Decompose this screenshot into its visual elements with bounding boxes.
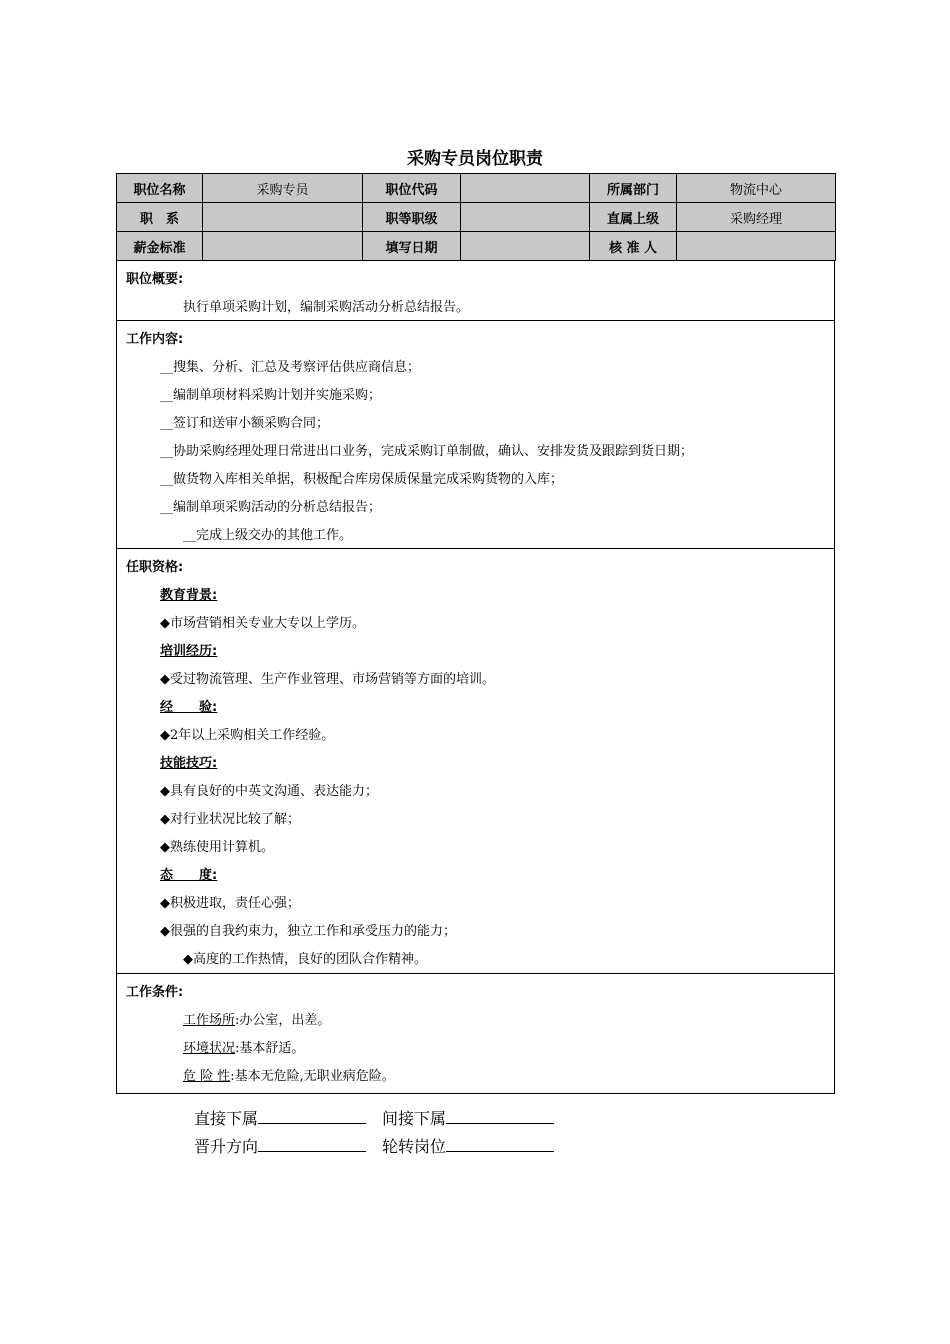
duty-item: __协助采购经理处理日常进出口业务，完成采购订单制做，确认、安排发货及跟踪到货日期； (160, 444, 694, 459)
duty-item: __编制单项采购活动的分析总结报告； (160, 500, 382, 515)
risk-value: :基本无危险,无职业病危险。 (230, 1069, 395, 1084)
value-salary (203, 232, 363, 261)
education-label: 教育背景: (160, 588, 218, 603)
duty-item: __签订和送审小额采购合同； (160, 416, 330, 431)
qualifications-heading: 任职资格: (126, 560, 184, 575)
label-department: 所属部门 (590, 174, 677, 203)
condition-risk (183, 1065, 395, 1084)
attitude-item: ◆很强的自我约束力，独立工作和承受压力的能力； (160, 924, 456, 939)
attitude-item: ◆积极进取，责任心强； (160, 896, 300, 911)
experience-text: ◆2年以上采购相关工作经验。 (160, 728, 335, 743)
value-grade (461, 203, 590, 232)
value-department: 物流中心 (677, 174, 836, 203)
promotion-label: 晋升方向 (194, 1137, 259, 1156)
conditions-heading: 工作条件: (126, 985, 184, 1000)
footer-promotion (194, 1134, 366, 1157)
value-approver (677, 232, 836, 261)
value-position-name: 采购专员 (203, 174, 363, 203)
label-position-name: 职位名称 (117, 174, 203, 203)
training-label: 培训经历: (160, 644, 218, 659)
footer-rotation (382, 1134, 554, 1157)
place-label: 工作场所 (183, 1013, 236, 1028)
skill-item: ◆熟练使用计算机。 (160, 840, 274, 855)
experience-label: 经 验: (160, 700, 218, 715)
footer-indirect-reports (382, 1106, 554, 1129)
label-grade: 职等职级 (363, 203, 461, 232)
summary-heading: 职位概要: (126, 272, 184, 287)
label-supervisor: 直属上级 (590, 203, 677, 232)
label-job-family: 职 系 (117, 203, 203, 232)
duty-item: __做货物入库相关单据，积极配合库房保质保量完成采购货物的入库； (160, 472, 564, 487)
education-text: ◆市场营销相关专业大专以上学历。 (160, 616, 365, 631)
summary-text: 执行单项采购计划，编制采购活动分析总结报告。 (183, 300, 470, 315)
risk-label: 危 险 性 (183, 1069, 231, 1084)
promotion-blank[interactable] (258, 1137, 366, 1152)
attitude-item: ◆高度的工作热情，良好的团队合作精神。 (183, 952, 427, 967)
header-table (116, 173, 836, 261)
summary-section (116, 260, 835, 321)
duties-heading: 工作内容: (126, 332, 184, 347)
footer-direct-reports (194, 1106, 366, 1129)
attitude-label: 态 度: (160, 868, 218, 883)
condition-environment (183, 1037, 304, 1056)
value-supervisor: 采购经理 (677, 203, 836, 232)
skill-item: ◆对行业状况比较了解； (160, 812, 300, 827)
label-approver: 核 准 人 (590, 232, 677, 261)
value-job-family (203, 203, 363, 232)
environment-label: 环境状况 (183, 1041, 236, 1056)
label-fill-date: 填写日期 (363, 232, 461, 261)
duties-section (116, 320, 835, 549)
duty-item: __完成上级交办的其他工作。 (183, 528, 353, 543)
indirect-reports-label: 间接下属 (382, 1109, 447, 1128)
page-title: 采购专员岗位职责 (407, 149, 543, 169)
condition-place (183, 1009, 330, 1028)
value-position-code (461, 174, 590, 203)
qualifications-section (116, 548, 835, 974)
indirect-reports-blank[interactable] (446, 1109, 554, 1124)
rotation-label: 轮转岗位 (382, 1137, 447, 1156)
duty-item: __搜集、分析、汇总及考察评估供应商信息； (160, 360, 421, 375)
label-position-code: 职位代码 (363, 174, 461, 203)
conditions-section (116, 973, 835, 1094)
value-fill-date (461, 232, 590, 261)
label-salary: 薪金标准 (117, 232, 203, 261)
duty-item: __编制单项材料采购计划并实施采购； (160, 388, 382, 403)
direct-reports-blank[interactable] (258, 1109, 366, 1124)
rotation-blank[interactable] (446, 1137, 554, 1152)
training-text: ◆受过物流管理、生产作业管理、市场营销等方面的培训。 (160, 672, 495, 687)
direct-reports-label: 直接下属 (194, 1109, 259, 1128)
skills-label: 技能技巧: (160, 756, 218, 771)
place-value: :办公室，出差。 (235, 1013, 331, 1028)
skill-item: ◆具有良好的中英文沟通、表达能力； (160, 784, 378, 799)
environment-value: :基本舒适。 (235, 1041, 305, 1056)
